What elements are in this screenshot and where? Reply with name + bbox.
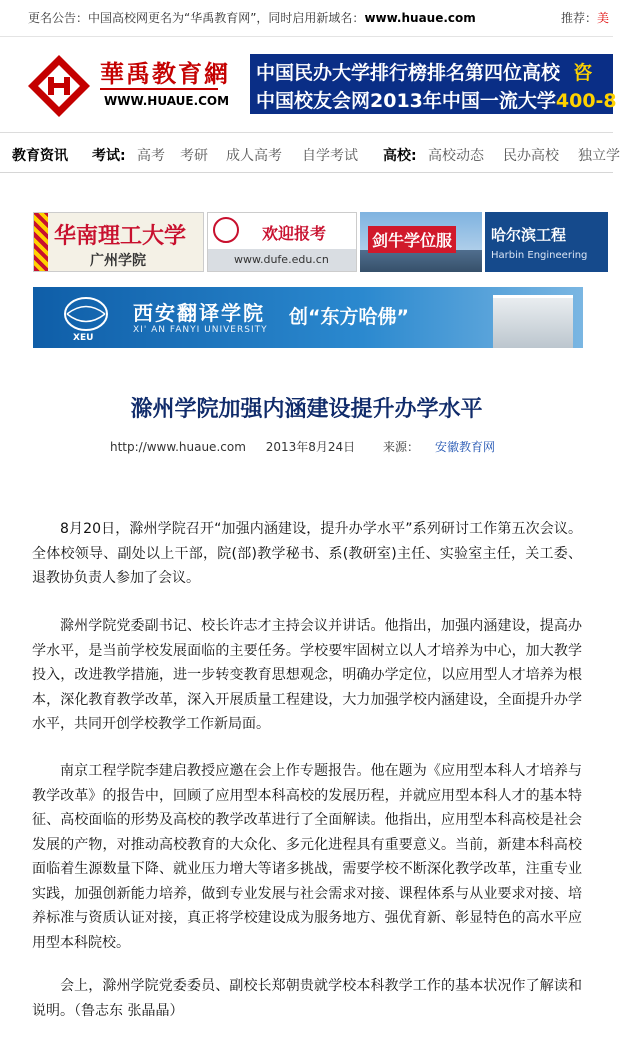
ad-row bbox=[33, 212, 608, 272]
recommend-link[interactable]: 美 bbox=[597, 11, 610, 25]
article-site[interactable]: http://www.huaue.com bbox=[109, 440, 246, 454]
nav-link-dongtai[interactable]: 高校动态 bbox=[428, 148, 484, 164]
ad-xian-fanyi[interactable] bbox=[33, 287, 583, 348]
nav-link-gaokao[interactable]: 高考 bbox=[137, 148, 165, 164]
article-meta bbox=[0, 438, 613, 455]
article-source-label: 来源： bbox=[383, 440, 420, 454]
article-paragraph-3: 南京工程学院李建启教授应邀在会上作专题报告。他在题为《应用型本科人才培养与教学改革》的报告中，回顾了应用型本科高校的发展历程，并就应用型本科人才的基本特征、高校面临的形势及高校的教学改革进行了全面解读。他指出，应用型本科高校是社会发展的产物，对推动高校教育的大众化、多元化进程具有重要意义。当前，新建本科高校面临着生源数量下降、就业压力增大等诸多挑战，需要学校不断深化教学改革，注重专业实践，加强创新能力培养，做到专业发展与社会需求对接、课程体系与从业要求对接、培养标准与资质认证对接，真正将学校建设成为服务地方、强优育新、彰显特色的高水平应用型本科院校。 bbox=[32, 763, 582, 951]
logo-url[interactable]: WWW.HUAUE.COM bbox=[104, 94, 230, 108]
ad-xian-name: 西安翻译学院 bbox=[133, 301, 265, 325]
article-title: 滁州学院加强内涵建设提升办学水平 bbox=[130, 397, 483, 422]
top-notice-bar bbox=[0, 0, 613, 37]
main-nav bbox=[0, 140, 620, 173]
ad-harbin-title: 哈尔滨工程 bbox=[491, 226, 567, 244]
ad-building-image bbox=[493, 295, 573, 348]
ad-dufe-url: www.dufe.edu.cn bbox=[234, 253, 329, 266]
huayu-logo-icon[interactable] bbox=[26, 53, 92, 119]
site-header bbox=[0, 36, 617, 133]
article-paragraph-2: 滁州学院党委副书记、校长许志才主持会议并讲话。他指出，加强内涵建设，提高办学水平，是当前学校发展面临的主要任务。学校要牢固树立以人才培养为中心，加大教学投入，改进教学措施，进一步转变教育思想观念，明确办学定位，以应用型人才培养为根本，深化教育教学改革，深入开展质量工程建设，大力加强学校内涵建设，全面提升办学水平，共同开创学校教学工作新局面。 bbox=[32, 618, 582, 732]
banner-line-1: 中国民办大学排行榜排名第四位高校 咨 bbox=[256, 62, 593, 84]
university-seal-icon bbox=[213, 217, 239, 243]
nav-link-zikao[interactable]: 自学考试 bbox=[302, 148, 358, 164]
nav-link-chengren[interactable]: 成人高考 bbox=[226, 148, 282, 164]
nav-school-label: 高校: bbox=[383, 148, 417, 164]
nav-home[interactable]: 教育资讯 bbox=[12, 148, 68, 164]
ad-dufe-title: 欢迎报考 bbox=[262, 224, 327, 243]
ad-scut-sub: 广州学院 bbox=[90, 253, 146, 269]
banner-line-1-tail: 咨 bbox=[573, 62, 593, 84]
nav-link-duli[interactable]: 独立学 bbox=[578, 148, 620, 164]
ad-harbin-en: Harbin Engineering bbox=[491, 250, 588, 261]
recommend-label: 推荐： bbox=[561, 11, 598, 25]
nav-link-kaoyan[interactable]: 考研 bbox=[180, 148, 208, 164]
banner-line-2: 中国校友会网2013年中国一流大学400-8 bbox=[256, 90, 617, 112]
nav-link-minban[interactable]: 民办高校 bbox=[503, 148, 559, 164]
ad-stripe bbox=[34, 213, 48, 271]
recommend-area bbox=[561, 0, 609, 36]
notice-url[interactable]: www.huaue.com bbox=[364, 11, 476, 25]
emblem-label: XEU bbox=[73, 333, 94, 343]
banner-line-2-tail: 400-8 bbox=[555, 90, 617, 112]
notice-text: 更名公告：中国高校网更名为“华禹教育网”，同时启用新域名： bbox=[28, 11, 365, 25]
ad-dufe[interactable] bbox=[207, 212, 357, 272]
nav-exam-label: 考试: bbox=[92, 148, 126, 164]
ad-city-silhouette bbox=[360, 250, 482, 272]
ad-xian-en: XI' AN FANYI UNIVERSITY bbox=[133, 325, 268, 335]
ad-xian-slogan: 创“东方哈佛” bbox=[289, 306, 409, 328]
article-paragraph-1: 8月20日，滁州学院召开“加强内涵建设，提升办学水平”系列研讨工作第五次会议。全体校领导、副处以上干部，院(部)教学秘书、系(教研室)主任、实验室主任，关工委、退教协负责人参加了会议。 bbox=[32, 521, 582, 586]
header-ad-banner[interactable] bbox=[250, 54, 617, 114]
ad-scut-guangzhou[interactable] bbox=[33, 212, 204, 272]
ad-jianniu[interactable] bbox=[360, 212, 482, 272]
ad-harbin[interactable] bbox=[485, 212, 608, 272]
article-source-link[interactable]: 安徽教育网 bbox=[435, 440, 496, 454]
rename-notice[interactable] bbox=[28, 0, 476, 36]
xeu-emblem-icon bbox=[63, 295, 109, 333]
article-date: 2013年8月24日 bbox=[265, 440, 356, 454]
logo-name[interactable]: 華禹教育網 bbox=[100, 59, 230, 88]
ad-jianniu-title: 剑牛学位服 bbox=[368, 226, 456, 253]
logo-underline bbox=[100, 88, 218, 90]
ad-scut-name: 华南理工大学 bbox=[54, 223, 187, 249]
article-paragraph-4: 会上，滁州学院党委委员、副校长郑朝贵就学校本科教学工作的基本状况作了解读和说明。（鲁志东 张晶晶） bbox=[32, 978, 582, 1019]
